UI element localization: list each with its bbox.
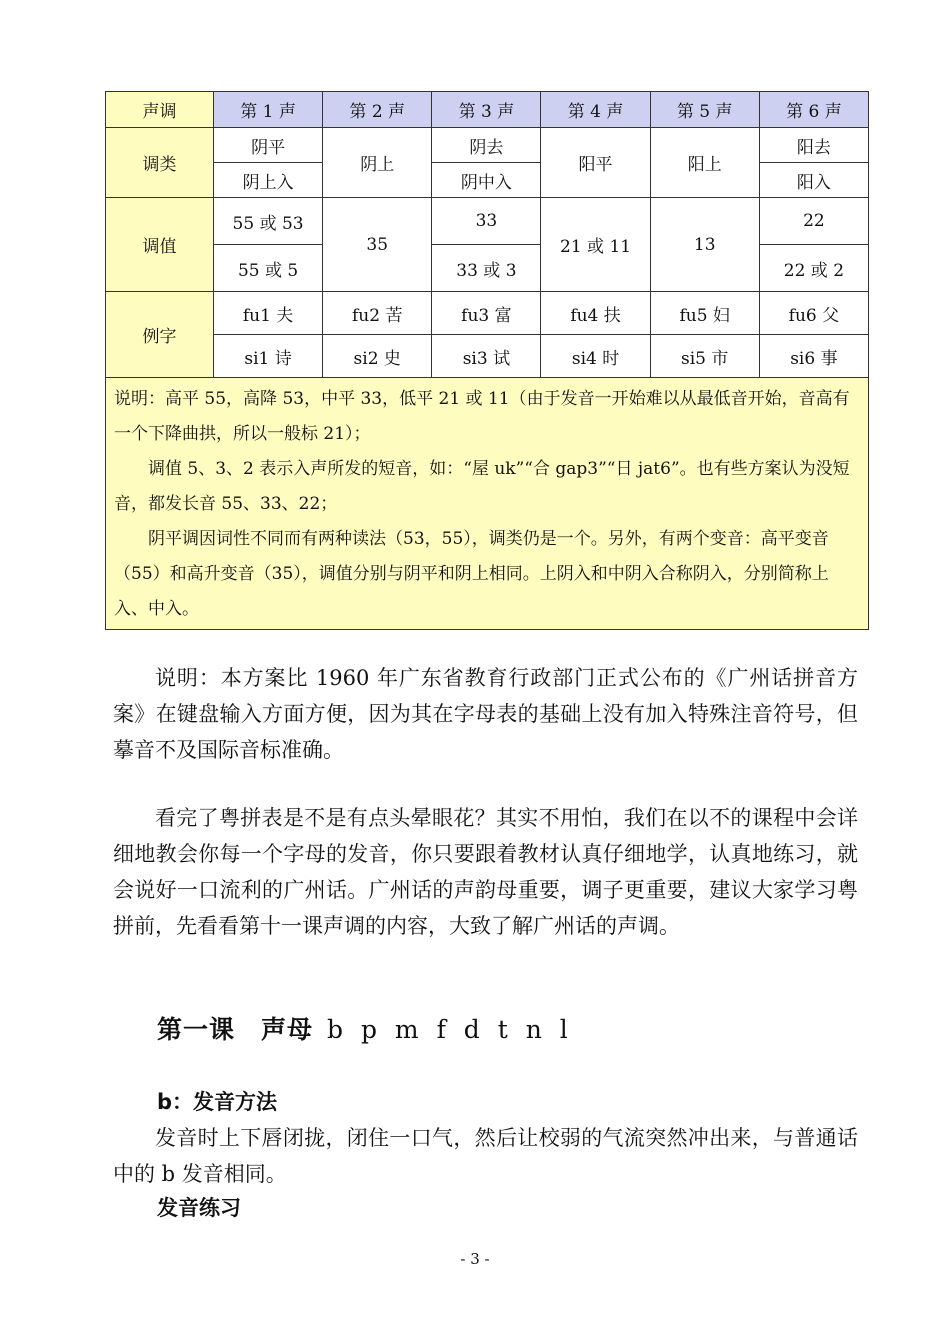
table-cell: 阴中入 (432, 163, 541, 198)
header-cell: 第 4 声 (541, 92, 650, 128)
table-cell: 22 (759, 198, 868, 245)
table-cell: 阳入 (759, 163, 868, 198)
table-cell: si3 试 (432, 335, 541, 378)
table-cell: fu5 妇 (650, 292, 759, 335)
table-row (106, 198, 869, 245)
row-label-examples: 例字 (106, 292, 214, 378)
tone-table (105, 91, 869, 630)
table-cell: 13 (650, 198, 759, 292)
table-cell: 阴去 (432, 128, 541, 163)
table-cell: si4 时 (541, 335, 650, 378)
body-paragraph: 看完了粤拼表是不是有点头晕眼花？其实不用怕，我们在以不的课程中会详细地教会你每一个字母的发音，你只要跟着教材认真仔细地学，认真地练习，就会说好一口流利的广州话。广州话的声韵母重要，调子更重要，建议大家学习粤拼前，先看看第十一课声调的内容，大致了解广州话的声调。 (113, 806, 858, 938)
table-row (106, 128, 869, 163)
table-cell: 阴上入 (214, 163, 323, 198)
body-paragraph: 发音时上下唇闭拢，闭住一口气，然后让校弱的气流突然冲出来，与普通话中的 b 发音相同。 (113, 1126, 858, 1186)
table-note-row (106, 378, 869, 630)
header-cell: 声调 (106, 92, 214, 128)
table-cell: si6 事 (759, 335, 868, 378)
table-cell: 阴平 (214, 128, 323, 163)
header-cell: 第 2 声 (323, 92, 432, 128)
lesson-letters: b p m f d t n l (327, 1015, 573, 1044)
table-cell: 55 或 5 (214, 245, 323, 292)
header-cell: 第 5 声 (650, 92, 759, 128)
section-heading: b：发音方法 (157, 1090, 278, 1114)
note-paragraph: 说明：高平 55，高降 53，中平 33，低平 21 或 11（由于发音一开始难以从最低音开始，音高有一个下降曲拱，所以一般标 21）； (114, 389, 850, 444)
page-number: - 3 - (460, 1250, 490, 1268)
table-note (106, 378, 869, 630)
table-cell: 阴上 (323, 128, 432, 198)
table-cell: 21 或 11 (541, 198, 650, 292)
row-label-value: 调值 (106, 198, 214, 292)
table-cell: 阳去 (759, 128, 868, 163)
body-paragraph: 说明：本方案比 1960 年广东省教育行政部门正式公布的《广州话拼音方案》在键盘输入方面方便，因为其在字母表的基础上没有加入特殊注音符号，但摹音不及国际音标准确。 (113, 666, 858, 762)
table-cell: si5 市 (650, 335, 759, 378)
table-cell: 35 (323, 198, 432, 292)
lesson-title-text: 第一课 声母 (157, 1015, 314, 1044)
table-cell: 55 或 53 (214, 198, 323, 245)
table-cell: 阳平 (541, 128, 650, 198)
table-cell: 22 或 2 (759, 245, 868, 292)
note-paragraph: 阴平调因词性不同而有两种读法（53，55），调类仍是一个。另外，有两个变音：高平变音（55）和高升变音（35），调值分别与阴平和阴上相同。上阴入和中阴入合称阴入，分别简称上入、中入。 (114, 529, 829, 619)
table-cell: fu4 扶 (541, 292, 650, 335)
table-cell: fu6 父 (759, 292, 868, 335)
header-cell: 第 3 声 (432, 92, 541, 128)
table-cell: si2 史 (323, 335, 432, 378)
header-cell: 第 6 声 (759, 92, 868, 128)
row-label-category: 调类 (106, 128, 214, 198)
section-heading: 发音练习 (157, 1196, 241, 1220)
table-row (106, 335, 869, 378)
tone-table-header (106, 92, 869, 128)
header-cell: 第 1 声 (214, 92, 323, 128)
table-cell: 33 或 3 (432, 245, 541, 292)
note-paragraph: 调值 5、3、2 表示入声所发的短音，如：“屋 uk”“合 gap3”“日 jat6”。也有些方案认为没短音，都发长音 55、33、22； (114, 459, 850, 514)
table-cell: si1 诗 (214, 335, 323, 378)
table-cell: fu2 苦 (323, 292, 432, 335)
table-cell: fu3 富 (432, 292, 541, 335)
table-cell: fu1 夫 (214, 292, 323, 335)
lesson-title (157, 1010, 573, 1046)
table-cell: 33 (432, 198, 541, 245)
table-row (106, 292, 869, 335)
table-cell: 阳上 (650, 128, 759, 198)
